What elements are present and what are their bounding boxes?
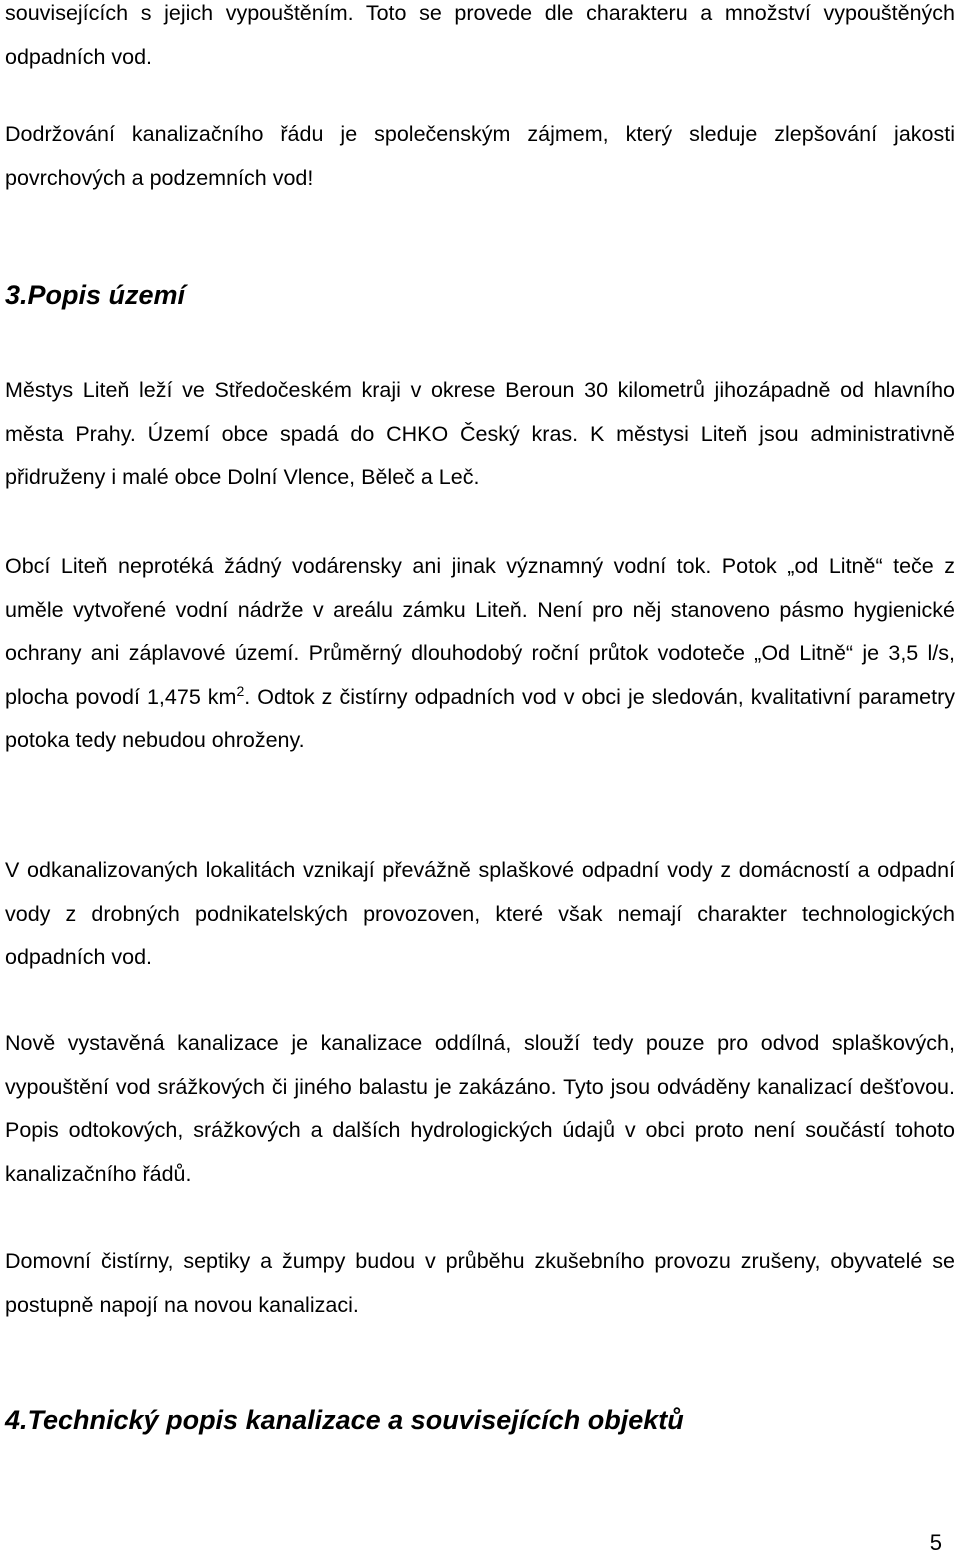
paragraph-septic-tanks: Domovní čistírny, septiky a žumpy budou v průběhu zkušebního provozu zrušeny, obyvatelé se postupně napojí na novou kanalizaci. bbox=[5, 1249, 955, 1317]
paragraph-watercourse-text: Obcí Liteň neprotéká žádný vodárensky ani jinak významný vodní tok. Potok „od Litně“ teče z uměle vytvořené vodní nádrže v areálu zámku Liteň. Není pro něj stanoveno pásmo hygienické ochrany ani záplavové území. Průměrný dlouhodobý roční průtok vodoteče „Od Litně“ je 3,5 l/s, plocha povodí 1,475 km bbox=[5, 554, 955, 709]
section-heading-4: 4.Technický popis kanalizace a souvisejících objektů bbox=[5, 1405, 684, 1435]
paragraph-compliance: Dodržování kanalizačního řádu je společenským zájmem, který sleduje zlepšování jakosti povrchových a podzemních vod! bbox=[5, 122, 955, 190]
paragraph-separate-sewer: Nově vystavěná kanalizace je kanalizace oddílná, slouží tedy pouze pro odvod splaškových, vypouštění vod srážkových či jiného balastu je zakázáno. Tyto jsou odváděny kanalizací dešťovou. Popis odtokových, srážkových a dalších hydrologických údajů v obci proto není součástí tohoto kanalizačního řádů. bbox=[5, 1031, 955, 1186]
page-number: 5 bbox=[929, 1530, 942, 1555]
paragraph-watercourse bbox=[5, 545, 955, 763]
superscript-squared: 2 bbox=[236, 682, 245, 699]
paragraph-intro-continuation: souvisejících s jejich vypouštěním. Toto se provede dle charakteru a množství vypouštěných odpadních vod. bbox=[5, 1, 955, 69]
paragraph-watercourse-tail: . Odtok z čistírny odpadních vod v obci je sledován, kvalitativní parametry potoka tedy nebudou ohroženy. bbox=[5, 684, 955, 752]
section-heading-3: 3.Popis území bbox=[5, 280, 186, 310]
paragraph-wastewater-sources: V odkanalizovaných lokalitách vznikají převážně splaškové odpadní vody z domácností a odpadní vody z drobných podnikatelských provozoven, které však nemají charakter technologických odpadních vod. bbox=[5, 858, 955, 969]
paragraph-location: Městys Liteň leží ve Středočeském kraji v okrese Beroun 30 kilometrů jihozápadně od hlavního města Prahy. Území obce spadá do CHKO Český kras. K městysi Liteň jsou administrativně přidruženy i malé obce Dolní Vlence, Běleč a Leč. bbox=[5, 378, 955, 489]
